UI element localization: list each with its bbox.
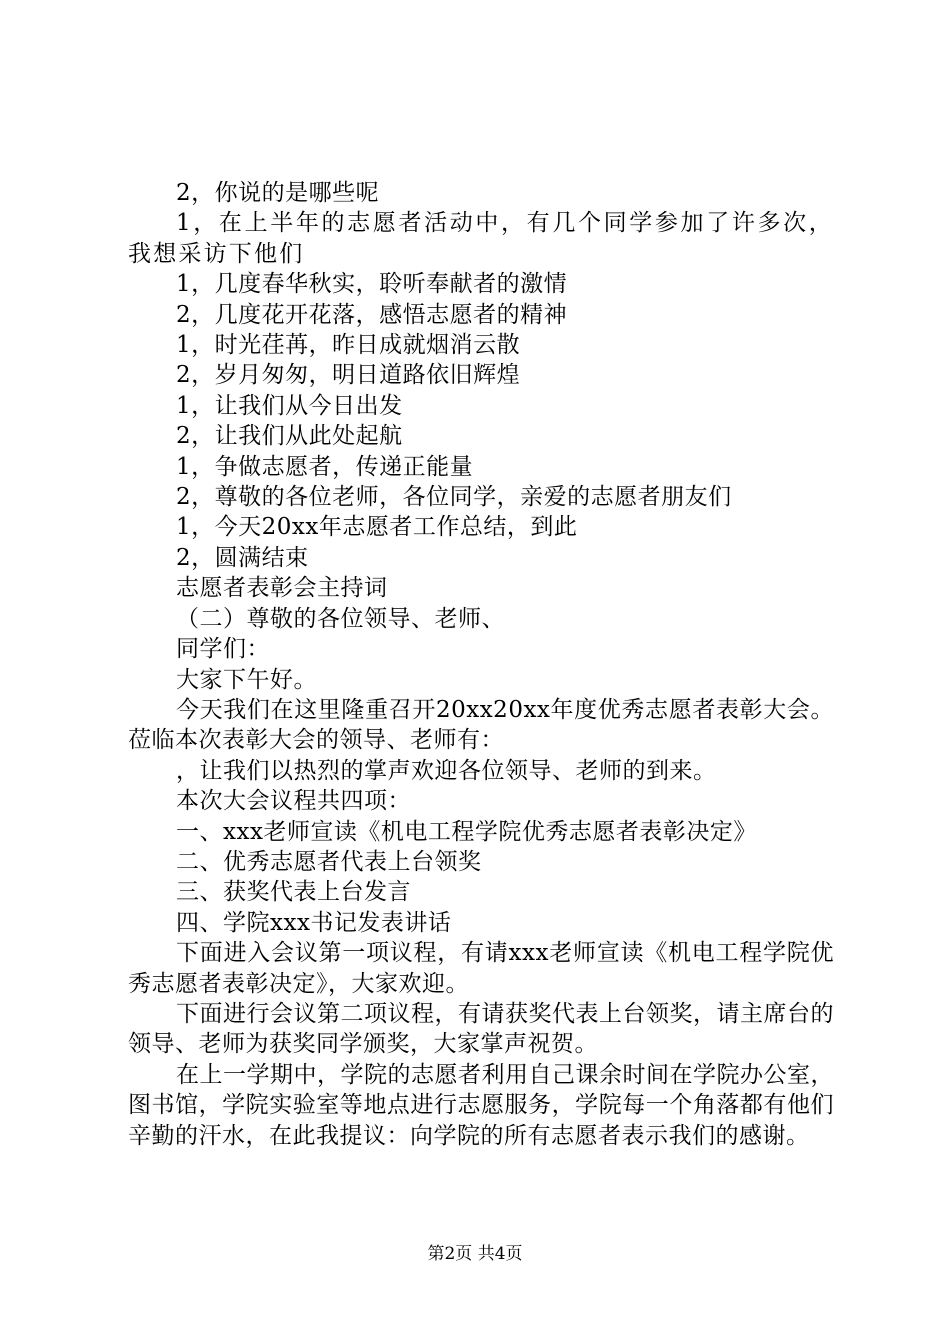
paragraph: 本次大会议程共四项： [176, 788, 411, 815]
paragraph: 下面进入会议第一项议程，有请xxx老师宣读《机电工程学院优秀志愿者表彰决定》，大家欢迎。 [128, 940, 834, 997]
paragraph: 1，几度春华秋实，聆听奉献者的激情 [176, 271, 568, 298]
paragraph: 1，今天20xx年志愿者工作总结，到此 [176, 514, 578, 541]
paragraph: 2，你说的是哪些呢 [176, 180, 380, 206]
paragraph: 2，尊敬的各位老师，各位同学，亲爱的志愿者朋友们 [176, 484, 732, 511]
agenda-item: 四、学院xxx书记发表讲话 [176, 909, 452, 936]
paragraph: ，让我们以热烈的掌声欢迎各位领导、老师的到来。 [176, 757, 717, 784]
paragraph: 在上一学期中，学院的志愿者利用自己课余时间在学院办公室，图书馆，学院实验室等地点进行志愿服务，学院每一个角落都有他们辛勤的汗水，在此我提议：向学院的所有志愿者表示我们的感谢。 [128, 1061, 834, 1149]
paragraph: 1，时光荏苒，昨日成就烟消云散 [176, 332, 521, 359]
paragraph: 1，争做志愿者，传递正能量 [176, 453, 474, 480]
paragraph: 2，圆满结束 [176, 544, 309, 571]
paragraph: 下面进行会议第二项议程，有请获奖代表上台领奖，请主席台的领导、老师为获奖同学颁奖，大家掌声祝贺。 [128, 1000, 834, 1058]
paragraph: 2，让我们从此处起航 [176, 423, 403, 450]
agenda-item: 二、优秀志愿者代表上台领奖 [176, 848, 482, 875]
paragraph: （二）尊敬的各位领导、老师、 [176, 605, 505, 632]
document-body [128, 178, 834, 1151]
paragraph: 大家下午好。 [176, 666, 317, 693]
agenda-item: 三、获奖代表上台发言 [176, 879, 411, 906]
paragraph: 1，在上半年的志愿者活动中，有几个同学参加了许多次，我想采访下他们 [128, 210, 834, 267]
section-heading: 志愿者表彰会主持词 [176, 575, 388, 602]
paragraph: 2，岁月匆匆，明日道路依旧辉煌 [176, 362, 521, 389]
page-number: 第2页 共4页 [427, 1244, 523, 1264]
agenda-item: 一、xxx老师宣读《机电工程学院优秀志愿者表彰决定》 [176, 818, 757, 845]
paragraph: 今天我们在这里隆重召开20xx20xx年度优秀志愿者表彰大会。莅临本次表彰大会的领导、老师有： [128, 696, 834, 754]
page-footer [0, 1243, 950, 1265]
paragraph: 同学们： [176, 636, 270, 663]
paragraph: 1，让我们从今日出发 [176, 392, 403, 419]
paragraph: 2，几度花开花落，感悟志愿者的精神 [176, 301, 568, 328]
